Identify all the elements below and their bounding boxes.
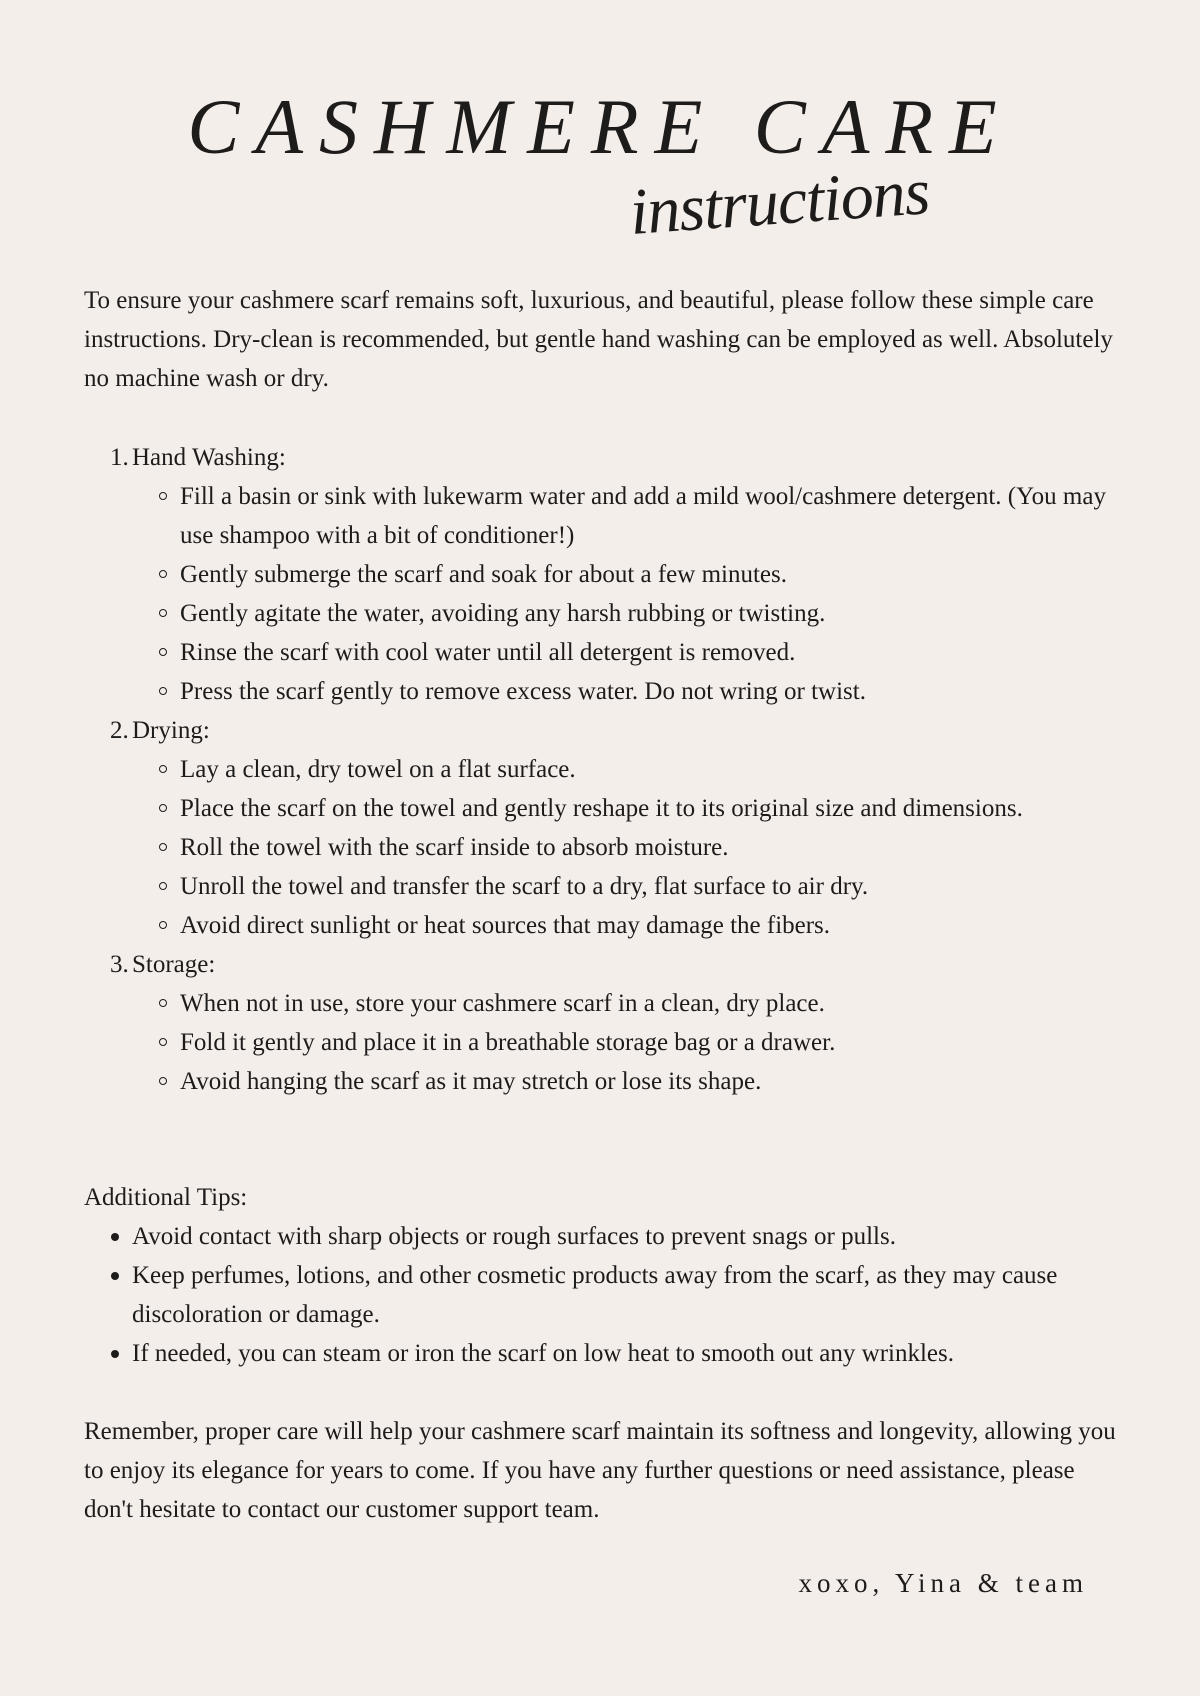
list-item: Avoid direct sunlight or heat sources that may damage the fibers. xyxy=(84,906,1124,945)
list-item: Fill a basin or sink with lukewarm water and add a mild wool/cashmere detergent. (You may use shampoo with a bit of conditioner!) xyxy=(84,477,1124,555)
step-heading-label: Storage: xyxy=(132,951,216,978)
step-heading xyxy=(84,438,1124,477)
closing-paragraph: Remember, proper care will help your cashmere scarf maintain its softness and longevity, allowing you to enjoy its elegance for years to come. If you have any further questions or need assistance, please don't hesitate to contact our customer support team. xyxy=(84,1418,1116,1523)
step-heading-label: Hand Washing: xyxy=(132,444,286,471)
care-steps-list xyxy=(84,438,1124,1101)
step-number: 2. xyxy=(110,717,129,744)
signoff: xoxo, Yina & team xyxy=(798,1568,1088,1598)
list-item: Unroll the towel and transfer the scarf to a dry, flat surface to air dry. xyxy=(84,867,1124,906)
bullet-icon xyxy=(111,1272,119,1280)
list-item: Gently submerge the scarf and soak for about a few minutes. xyxy=(84,555,1124,594)
hollow-bullet-icon xyxy=(159,804,167,812)
list-item: Roll the towel with the scarf inside to absorb moisture. xyxy=(84,828,1124,867)
list-item: When not in use, store your cashmere scarf in a clean, dry place. xyxy=(84,984,1124,1023)
list-item: If needed, you can steam or iron the scarf on low heat to smooth out any wrinkles. xyxy=(84,1334,1124,1373)
hollow-bullet-icon xyxy=(159,687,167,695)
list-item: Gently agitate the water, avoiding any harsh rubbing or twisting. xyxy=(84,594,1124,633)
bullet-icon xyxy=(111,1233,119,1241)
list-item: Place the scarf on the towel and gently reshape it to its original size and dimensions. xyxy=(84,789,1124,828)
hollow-bullet-icon xyxy=(159,648,167,656)
step-drying xyxy=(84,711,1124,945)
list-item: Lay a clean, dry towel on a flat surface. xyxy=(84,750,1124,789)
step-sublist xyxy=(84,477,1124,711)
step-storage xyxy=(84,945,1124,1101)
page-subtitle-script: instructions xyxy=(627,155,932,249)
hollow-bullet-icon xyxy=(159,921,167,929)
hollow-bullet-icon xyxy=(159,1038,167,1046)
list-item: Keep perfumes, lotions, and other cosmetic products away from the scarf, as they may cause discoloration or damage. xyxy=(84,1256,1124,1334)
hollow-bullet-icon xyxy=(159,609,167,617)
hollow-bullet-icon xyxy=(159,843,167,851)
step-hand-washing xyxy=(84,438,1124,711)
tips-heading: Additional Tips: xyxy=(84,1184,248,1211)
step-sublist xyxy=(84,984,1124,1101)
hollow-bullet-icon xyxy=(159,492,167,500)
step-heading xyxy=(84,945,1124,984)
step-sublist xyxy=(84,750,1124,945)
hollow-bullet-icon xyxy=(159,570,167,578)
list-item: Press the scarf gently to remove excess water. Do not wring or twist. xyxy=(84,672,1124,711)
list-item: Avoid hanging the scarf as it may stretch or lose its shape. xyxy=(84,1062,1124,1101)
tips-list xyxy=(84,1217,1124,1373)
hollow-bullet-icon xyxy=(159,882,167,890)
hollow-bullet-icon xyxy=(159,999,167,1007)
bullet-icon xyxy=(111,1350,119,1358)
hollow-bullet-icon xyxy=(159,765,167,773)
list-item: Avoid contact with sharp objects or rough surfaces to prevent snags or pulls. xyxy=(84,1217,1124,1256)
step-number: 1. xyxy=(110,444,129,471)
list-item: Fold it gently and place it in a breathable storage bag or a drawer. xyxy=(84,1023,1124,1062)
page-title: CASHMERE CARE xyxy=(187,83,1013,170)
intro-paragraph: To ensure your cashmere scarf remains soft, luxurious, and beautiful, please follow these simple care instructions. Dry-clean is recommended, but gentle hand washing can be employed as well. Absolutely no machine wash or dry. xyxy=(84,287,1113,392)
hollow-bullet-icon xyxy=(159,1077,167,1085)
step-number: 3. xyxy=(110,951,129,978)
step-heading xyxy=(84,711,1124,750)
step-heading-label: Drying: xyxy=(132,717,210,744)
list-item: Rinse the scarf with cool water until all detergent is removed. xyxy=(84,633,1124,672)
